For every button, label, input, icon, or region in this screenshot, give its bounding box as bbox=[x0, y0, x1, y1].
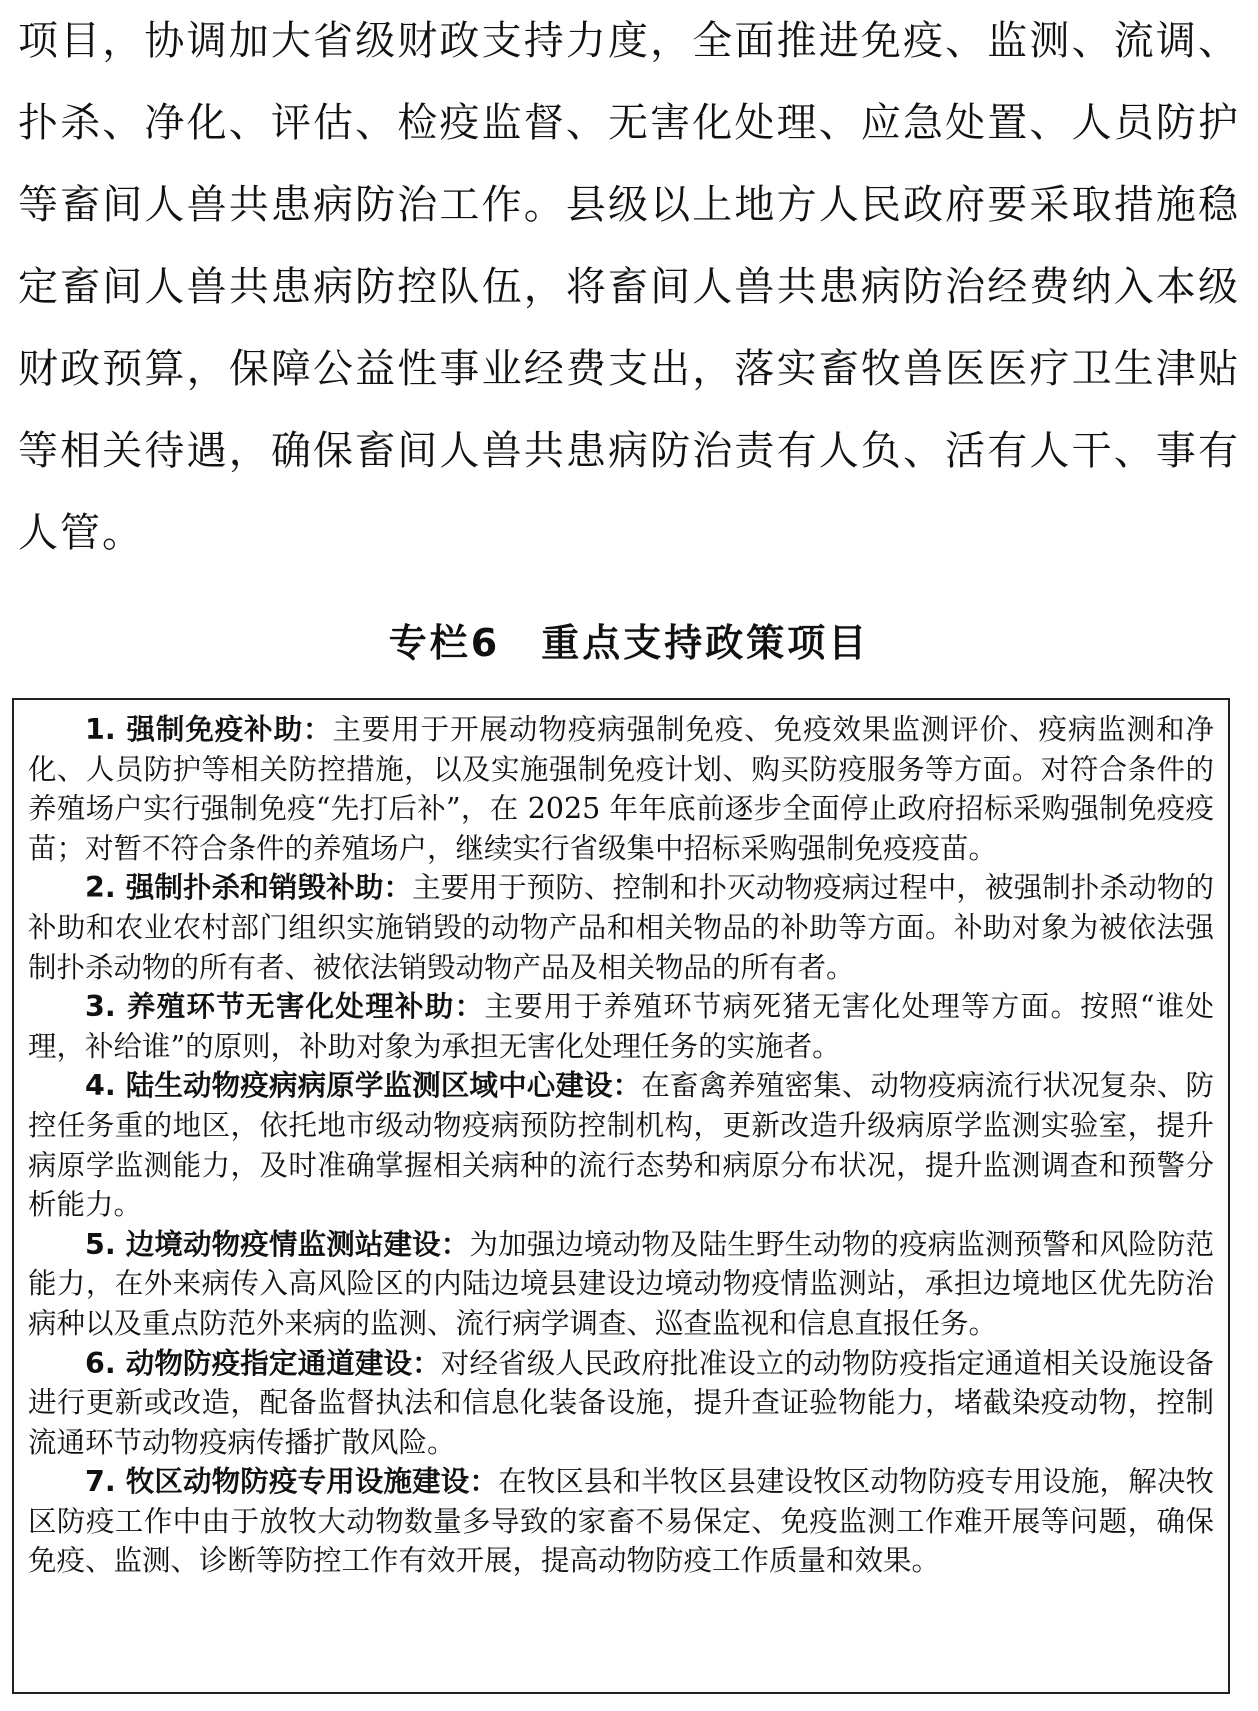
policy-item-text: 主要用于预防、控制和扑灭动物疫病过程中，被强制扑杀动物的补助和农业农村部门组织实施销毁的动物产品和相关物品的补助等方面。补助对象为被依法强制扑杀动物的所有者、被依法销毁动物产品及相关物品的所有者。 bbox=[28, 871, 1214, 984]
policy-item-text: 主要用于养殖环节病死猪无害化处理等方面。按照“谁处理，补给谁”的原则，补助对象为承担无害化处理任务的实施者。 bbox=[28, 990, 1214, 1063]
policy-item-text: 为加强边境动物及陆生野生动物的疫病监测预警和风险防范能力，在外来病传入高风险区的内陆边境县建设边境动物疫情监测站，承担边境地区优先防治病种以及重点防范外来病的监测、流行病学调查、巡查监视和信息直报任务。 bbox=[28, 1227, 1214, 1340]
policy-item-heading: 3. 养殖环节无害化处理补助： bbox=[85, 990, 485, 1024]
policy-column-box bbox=[12, 698, 1230, 1694]
policy-item-7 bbox=[28, 1462, 1214, 1581]
column-title: 专栏6 重点支持政策项目 bbox=[388, 621, 870, 665]
policy-item-text: 主要用于开展动物疫病强制免疫、免疫效果监测评价、疫病监测和净化、人员防护等相关防控措施，以及实施强制免疫计划、购买防疫服务等方面。对符合条件的养殖场户实行强制免疫“先打后补”，在 2025 年年底前逐步全面停止政府招标采购强制免疫疫苗；对暂不符合条件的养殖场户，继续实行省级集中招标采购强制免疫疫苗。 bbox=[28, 713, 1214, 865]
policy-item-1 bbox=[28, 710, 1214, 868]
policy-item-5 bbox=[28, 1225, 1214, 1344]
policy-item-text: 在牧区县和半牧区县建设牧区动物防疫专用设施，解决牧区防疫工作中由于放牧大动物数量多导致的家畜不易保定、免疫监测工作难开展等问题，确保免疫、监测、诊断等防控工作有效开展，提高动物防疫工作质量和效果。 bbox=[28, 1465, 1214, 1578]
policy-item-6 bbox=[28, 1344, 1214, 1463]
policy-item-4 bbox=[28, 1066, 1214, 1224]
body-paragraph: 项目，协调加大省级财政支持力度，全面推进免疫、监测、流调、扑杀、净化、评估、检疫监督、无害化处理、应急处置、人员防护等畜间人兽共患病防治工作。县级以上地方人民政府要采取措施稳定畜间人兽共患病防控队伍，将畜间人兽共患病防治经费纳入本级财政预算，保障公益性事业经费支出，落实畜牧兽医医疗卫生津贴等相关待遇，确保畜间人兽共患病防治责有人负、活有人干、事有人管。 bbox=[18, 18, 1240, 556]
policy-item-heading: 4. 陆生动物疫病病原学监测区域中心建设： bbox=[85, 1069, 642, 1103]
policy-item-text: 在畜禽养殖密集、动物疫病流行状况复杂、防控任务重的地区，依托地市级动物疫病预防控制机构，更新改造升级病原学监测实验室，提升病原学监测能力，及时准确掌握相关病种的流行态势和病原分布状况，提升监测调查和预警分析能力。 bbox=[28, 1069, 1214, 1222]
policy-item-heading: 1. 强制免疫补助： bbox=[85, 713, 333, 746]
policy-item-text: 对经省级人民政府批准设立的动物防疫指定通道相关设施设备进行更新或改造，配备监督执法和信息化装备设施，提升查证验物能力，堵截染疫动物，控制流通环节动物疫病传播扩散风险。 bbox=[28, 1346, 1214, 1459]
policy-item-3 bbox=[28, 987, 1214, 1066]
policy-item-2 bbox=[28, 868, 1214, 987]
policy-item-heading: 2. 强制扑杀和销毁补助： bbox=[85, 871, 413, 905]
policy-item-heading: 5. 边境动物疫情监测站建设： bbox=[85, 1227, 470, 1261]
policy-item-heading: 7. 牧区动物防疫专用设施建设： bbox=[85, 1465, 499, 1499]
policy-item-heading: 6. 动物防疫指定通道建设： bbox=[85, 1346, 441, 1380]
